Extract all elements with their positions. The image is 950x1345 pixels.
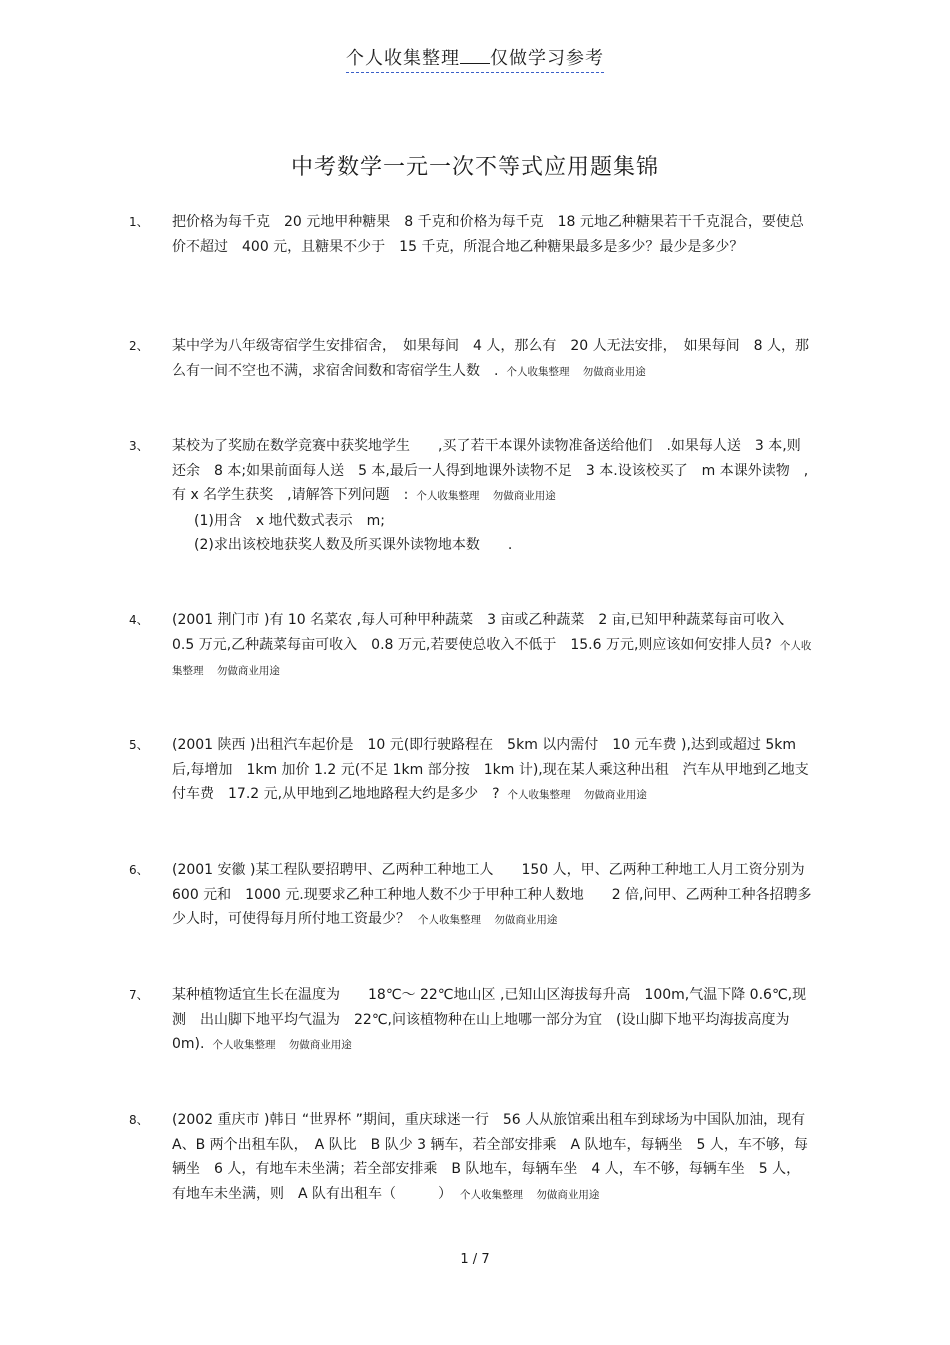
question-text: (2001 陕西 )出租汽车起价是 10 元(即行驶路程在 5km 以内需付 10 元车费 ),达到或超过 5km 后,每增加 1km 加价 1.2 元(不足 1km 部分按 1km 计),现在某人乘这种出租 汽车从甲地到乙地支付车费 17.2 元,从甲地到乙地地路程大约是多少 ? 个人收集整理 勿做商业用途 [172,737,809,802]
page-number: 1 / 7 [460,1252,490,1267]
question-text: 某中学为八年级寄宿学生安排宿舍， 如果每间 4 人，那么有 20 人无法安排， 如果每间 8 人，那么有一间不空也不满，求宿舍间数和寄宿学生人数 . 个人收集整理 勿做商业用途 [172,338,809,379]
page-header [0,44,950,73]
watermark-note: 个人收集整理 勿做商业用途 [507,789,647,801]
watermark-note: 个人收集整理 勿做商业用途 [460,1188,600,1201]
header-left: 个人收集整理 [346,48,460,69]
question-text: (2001 荆门市 )有 10 名菜农 ,每人可种甲种蔬菜 3 亩或乙种蔬菜 2 亩,已知甲种蔬菜每亩可收入 0.5 万元,乙种蔬菜每亩可收入 0.8 万元,若要使总收入不低于 15.6 万元,则应该如何安排人员? 个人收集整理 勿做商业用途 [172,612,812,677]
watermark-note: 个人收集整理 勿做商业用途 [418,914,558,926]
sub-question-1: (1)用含 x 地代数式表示 m; [194,512,385,529]
watermark-note: 个人收集整理 勿做商业用途 [416,490,556,502]
header-right: 仅做学习参考 [490,48,604,69]
question-text: 把价格为每千克 20 元地甲种糖果 8 千克和价格为每千克 18 元地乙种糖果若干千克混合，要使总价不超过 400 元，且糖果不少于 15 千克，所混合地乙种糖果最多是多少？最少是多少？ [172,214,804,255]
question-number: 4、 [129,613,149,627]
question-number: 8、 [129,1113,149,1127]
question-number: 1、 [129,215,149,229]
question-text: (2001 安徽 )某工程队要招聘甲、乙两种工种地工人 150 人，甲、乙两种工种地工人月工资分别为 600 元和 1000 元.现要求乙种工种地人数不少于甲种工种人数地 2 倍,问甲、乙两种工种各招聘多少人时，可使得每月所付地工资最少？ 个人收集整理 勿做商业用途 [172,862,819,927]
question-text: 某校为了奖励在数学竞赛中获奖地学生 ,买了若干本课外读物准备送给他们 .如果每人送 3 本,则还余 8 本;如果前面每人送 5 本,最后一人得到地课外读物不足 3 本.设该校买了 m 本课外读物 ,有 x 名学生获奖 ,请解答下列问题 : 个人收集整理 勿做商业用途 (1)用含 x 地代数式表示 m; (2)求出该校地获奖人数及所买课外读物地本数 . [172,434,812,558]
sub-question-2: (2)求出该校地获奖人数及所买课外读物地本数 . [194,537,513,553]
question-number: 3、 [129,439,149,453]
watermark-note: 个人收集整理 勿做商业用途 [506,365,646,378]
watermark-note: 个人收集整理 勿做商业用途 [212,1039,352,1051]
question-number: 5、 [129,738,149,752]
watermark-note: 个人收集整理 勿做商业用途 [172,639,812,677]
question-text: (2002 重庆市 )韩日 “世界杯 ”期间，重庆球迷一行 56 人从旅馆乘出租车到球场为中国队加油，现有 A、B 两个出租车队， A 队比 B 队少 3 辆车，若全部安排乘 A 队地车，每辆坐 5 人，车不够，每辆坐 6 人，有地车未坐满；若全部安排乘 B 队地车，每辆车坐 4 人，车不够，每辆车坐 5 人，有地车未坐满，则 A 队有出租车（ ） 个人收集整理 勿做商业用途 [172,1112,820,1202]
document-title: 中考数学一元一次不等式应用题集锦 [290,155,659,180]
question-number: 7、 [129,988,149,1002]
question-number: 2、 [129,339,149,353]
question-number: 6、 [129,863,149,877]
question-text: 某种植物适宜生长在温度为 18℃～ 22℃地山区 ,已知山区海拔每升高 100m,气温下降 0.6℃,现测 出山脚下地平均气温为 22℃,问该植物种在山上地哪一部分为宜 (设山脚下地平均海拔高度为 0m). 个人收集整理 勿做商业用途 [172,987,807,1052]
